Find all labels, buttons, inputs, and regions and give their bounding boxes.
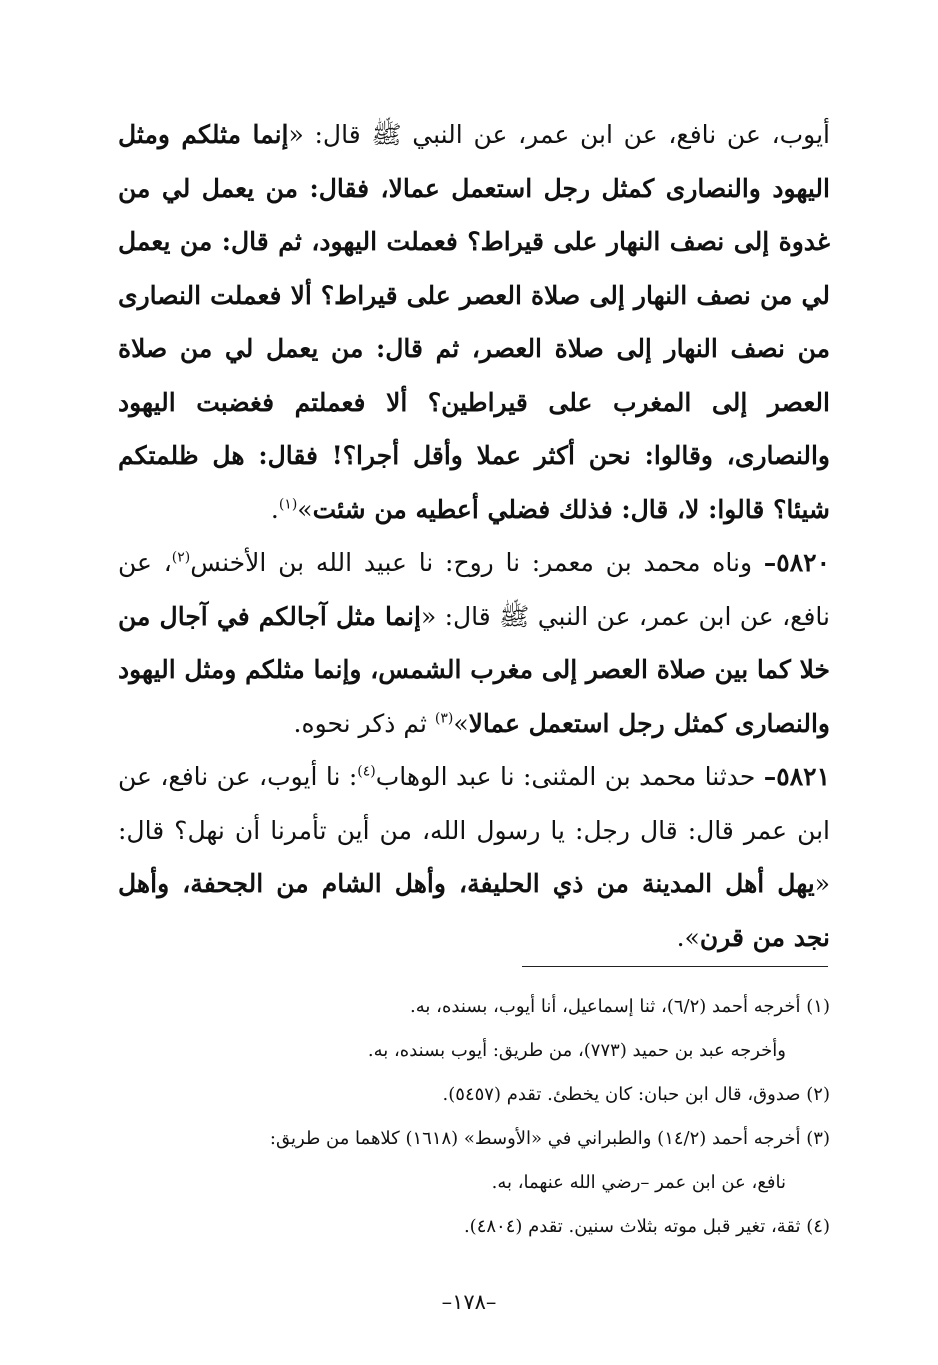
paragraph-hadith-5820: [118, 536, 830, 750]
paragraph-hadith-continuation: [118, 108, 830, 536]
footnote-ref: (٢): [171, 549, 191, 566]
footnote-ref: (١): [278, 496, 298, 513]
hadith-text-bold: يهل أهل المدينة من ذي الحليفة، وأهل الشام من الجحفة، وأهل نجد من قرن: [118, 869, 830, 952]
text-span: .: [270, 494, 279, 524]
hadith-text-bold: إنما مثل آجالكم في آجال من خلا كما بين صلاة العصر إلى مغرب الشمس، وإنما مثلكم ومثل اليهود والنصارى كمثل رجل استعمل عمالا: [118, 601, 831, 738]
page-number: –١٧٨–: [441, 1290, 497, 1314]
text-span: حدثنا محمد بن المثنى: نا عبد الوهاب: [375, 762, 764, 791]
footnote-1-continuation: وأخرجه عبد بن حميد (٧٧٣)، من طريق: أيوب بسنده، به.: [367, 1040, 786, 1061]
text-span: ، عن نافع، عن ابن عمر، عن النبي ﷺ قال: «: [118, 548, 830, 631]
text-span: ثم ذكر نحوه.: [293, 708, 435, 738]
main-text: [118, 108, 830, 964]
text-span: »: [297, 494, 313, 524]
hadith-text-bold: إنما مثلكم ومثل اليهود والنصارى كمثل رجل استعمل عمالا، فقال: من يعمل لي من غدوة إلى نصف النهار على قيراط؟ فعملت اليهود، ثم قال: من يعمل لي من نصف النهار إلى صلاة العصر على قيراط؟ ألا فعملت النصارى من نصف النهار إلى صلاة العصر، ثم قال: من يعمل لي من صلاة العصر إلى المغرب على قيراطين؟ ألا فعملتم فغضبت اليهود والنصارى، وقالوا: نحن أكثر عملا وأقل أجرا؟! فقال: هل ظلمتكم شيئا؟ قالوا: لا، قال: فذلك فضلي أعطيه من شئت: [118, 120, 830, 524]
footnote-divider: [522, 966, 828, 967]
text-span: : نا أيوب، عن نافع، عن ابن عمر قال: قال رجل: يا رسول الله، من أين تأمرنا أن نهل؟ قال: «: [118, 762, 830, 898]
text-span: أيوب، عن نافع، عن ابن عمر، عن النبي ﷺ قال: «: [288, 120, 830, 149]
footnote-3: (٣) أخرجه أحمد (١٤/٢) والطبراني في «الأوسط» (١٦١٨) كلاهما من طريق:: [269, 1128, 830, 1149]
footnote-1: (١) أخرجه أحمد (٦/٢)، ثنا إسماعيل، أنا أيوب، بسنده، به.: [410, 996, 830, 1017]
footnote-4: (٤) ثقة، تغير قبل موته بثلاث سنين. تقدم (٤٨٠٤).: [463, 1216, 830, 1237]
hadith-number: ٥٨٢٠–: [763, 548, 830, 577]
paragraph-hadith-5821: [118, 750, 830, 964]
footnote-ref: (٤): [357, 763, 376, 780]
footnote-2: (٢) صدوق، قال ابن حبان: كان يخطئ. تقدم (٥٤٥٧).: [442, 1084, 830, 1105]
footnote-ref: (٣): [434, 710, 454, 727]
footnote-3-continuation: نافع، عن ابن عمر –رضي الله عنهما، به.: [491, 1172, 786, 1193]
text-span: »: [453, 708, 469, 738]
text-span: ».: [676, 922, 700, 952]
text-span: وناه محمد بن معمر: نا روح: نا عبيد الله بن الأخنس: [190, 548, 764, 577]
footnotes: [118, 985, 830, 1249]
hadith-number: ٥٨٢١–: [763, 762, 831, 791]
